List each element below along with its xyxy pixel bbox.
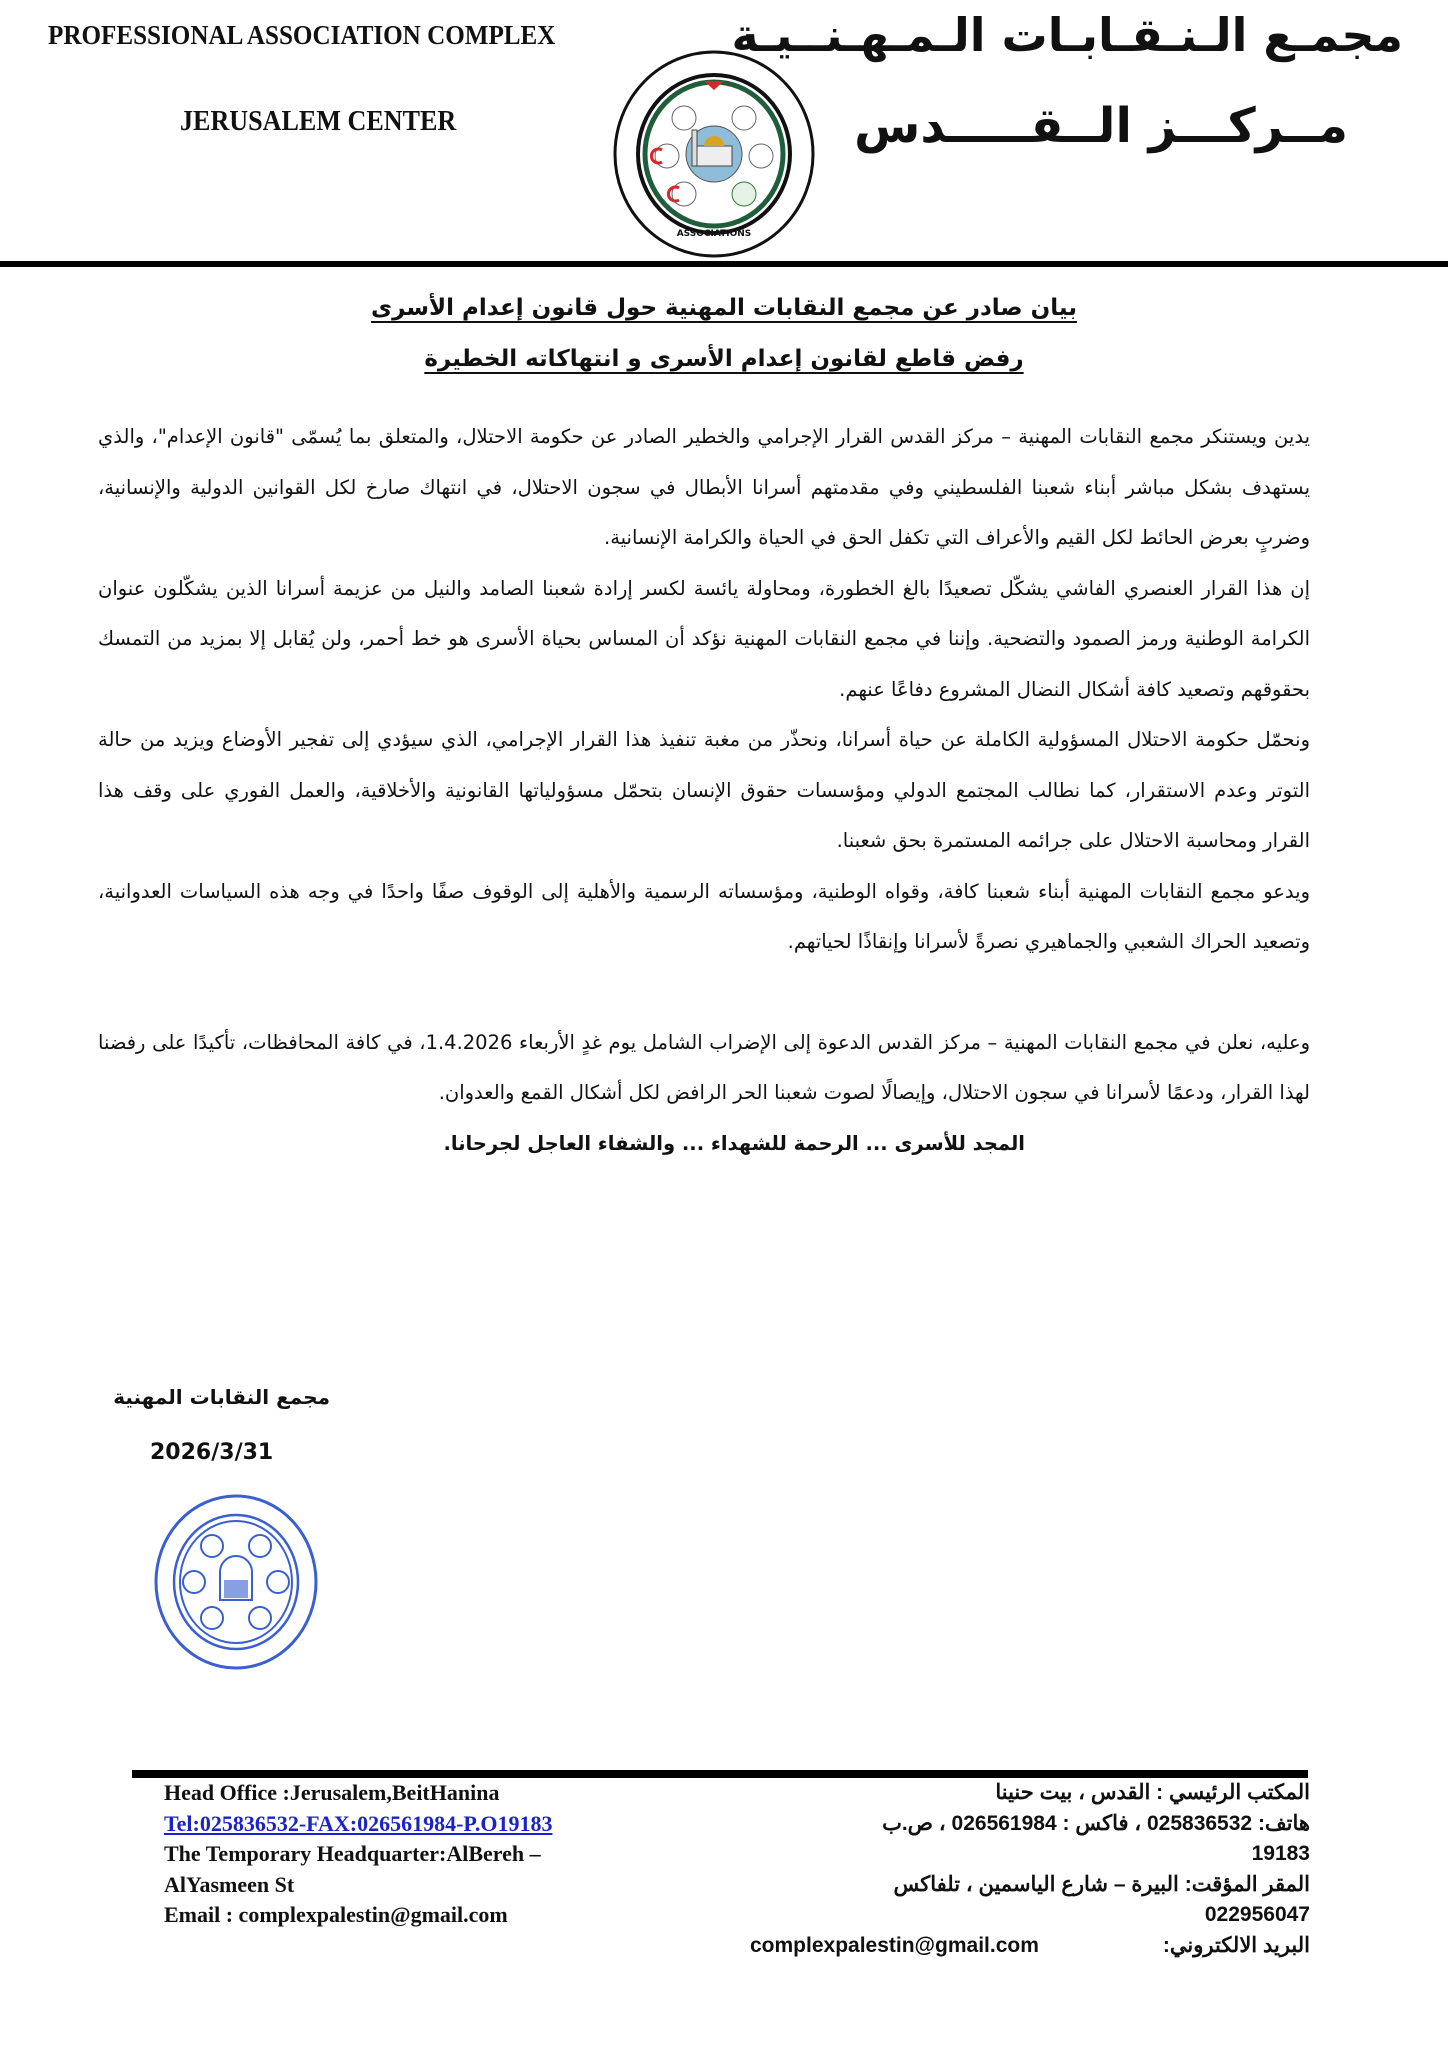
footer-ar-temp-hq: المقر المؤقت: البيرة – شارع الياسمين ، تلفاكس (893, 1872, 1310, 1896)
footer-ar-email-value: complexpalestin@gmail.com (750, 1933, 1039, 1957)
footer-ar-email-label: البريد الالكتروني: (1162, 1933, 1310, 1957)
paragraph-5: وعليه، نعلن في مجمع النقابات المهنية – مركز القدس الدعوة إلى الإضراب الشامل يوم غدٍ الأربعاء 1.4.2026، في كافة المحافظات، تأكيدًا على رفضنا لهذا القرار، ودعمًا لأسرانا في سجون الاحتلال، وإيصالًا لصوت شعبنا الحر الرافض لكل أشكال القمع والعدوان. (98, 1030, 1311, 1104)
header-arabic-org-name: مجمـع الـنـقـابـات الـمـهـنــيـة (731, 8, 1403, 62)
footer-arabic-contact (750, 1778, 1310, 1961)
paragraph-4: ويدعو مجمع النقابات المهنية أبناء شعبنا كافة، وقواه الوطنية، ومؤسساته الرسمية والأهلية إلى الوقوف صفًا واحدًا في وجه هذه السياسات العدوانية، وتصعيد الحراك الشعبي والجماهيري نصرةً لأسرانا وإنقاذًا لحياتهم. (98, 879, 1310, 953)
footer-temp-hq: The Temporary Headquarter:AlBereh – (164, 1841, 541, 1866)
organization-logo-icon (612, 50, 816, 258)
footer-ar-head-office: المكتب الرئيسي : القدس ، بيت حنينا (995, 1781, 1310, 1804)
footer-ar-phones: هاتف: 025836532 ، فاكس : 026561984 ، ص.ب (882, 1811, 1310, 1835)
footer-ar-telefax: 022956047 (1204, 1903, 1310, 1926)
footer-divider (132, 1770, 1308, 1778)
header-english-org-name: PROFESSIONAL ASSOCIATION COMPLEX (48, 20, 556, 50)
statement-subtitle: رفض قاطع لقانون إعدام الأسرى و انتهاكاته الخطيرة (424, 346, 1024, 372)
signature-date: 2026/3/31 (150, 1440, 274, 1465)
statement-title: بيان صادر عن مجمع النقابات المهنية حول قانون إعدام الأسرى (371, 295, 1077, 321)
svg-text:ASSOCIATIONS: ASSOCIATIONS (676, 229, 752, 239)
footer-ar-po-box: 19183 (1251, 1842, 1310, 1865)
header-arabic-center-name: مــركـــز الــقـــــدس (854, 98, 1348, 154)
paragraph-2: إن هذا القرار العنصري الفاشي يشكّل تصعيدًا بالغ الخطورة، ومحاولة يائسة لكسر إرادة شعبنا الصامد والنيل من عزيمة أسرانا الذين يشكّلون عنوان الكرامة الوطنية ورمز الصمود والتضحية. وإننا في مجمع النقابات المهنية نؤكد أن المساس بحياة الأسرى هو خط أحمر، ولن يُقابل إلا بمزيد من التمسك بحقوقهم وتصعيد كافة أشكال النضال المشروع دفاعًا عنهم. (98, 576, 1310, 701)
footer-email: Email : complexpalestin@gmail.com (164, 1902, 508, 1927)
footer-temp-hq-street: AlYasmeen St (164, 1871, 295, 1897)
paragraph-1: يدين ويستنكر مجمع النقابات المهنية – مركز القدس القرار الإجرامي والخطير الصادر عن حكومة الاحتلال، والمتعلق بما يُسمّى "قانون الإعدام"، والذي يستهدف بشكل مباشر أبناء شعبنا الفلسطيني وفي مقدمتهم أسرانا الأبطال في سجون الاحتلال، في انتهاك صارخ لكل القوانين الدولية والإنسانية، وضربٍ بعرض الحائط لكل القيم والأعراف التي تكفل الحق في الحياة والكرامة الإنسانية. (98, 425, 1310, 549)
signature-name: مجمع النقابات المهنية (113, 1385, 330, 1409)
statement-body (98, 412, 1310, 1169)
paragraph-3: ونحمّل حكومة الاحتلال المسؤولية الكاملة عن حياة أسرانا، ونحذّر من مغبة تنفيذ هذا القرار الإجرامي، الذي سيؤدي إلى تفجير الأوضاع ويزيد من حالة التوتر وعدم الاستقرار، كما نطالب المجتمع الدولي ومؤسسات حقوق الإنسان بتحمّل مسؤولياتها القانونية والأخلاقية، والعمل الفوري على وقف هذا القرار ومحاسبة الاحتلال على جرائمه المستمرة بحق شعبنا. (98, 728, 1310, 852)
header-english-center-name: JERUSALEM CENTER (180, 105, 457, 137)
closing-slogan: المجد للأسرى ... الرحمة للشهداء ... والشفاء العاجل لجرحانا. (443, 1131, 1025, 1155)
footer-english-contact (164, 1778, 552, 1931)
footer-contact-link[interactable]: Tel:025836532-FAX:026561984-P.O19183 (164, 1810, 553, 1836)
footer-ar-email-line (750, 1931, 1310, 1962)
official-stamp-icon (150, 1490, 322, 1675)
footer-head-office: Head Office :Jerusalem,BeitHanina (164, 1780, 500, 1805)
header-divider (0, 261, 1448, 267)
